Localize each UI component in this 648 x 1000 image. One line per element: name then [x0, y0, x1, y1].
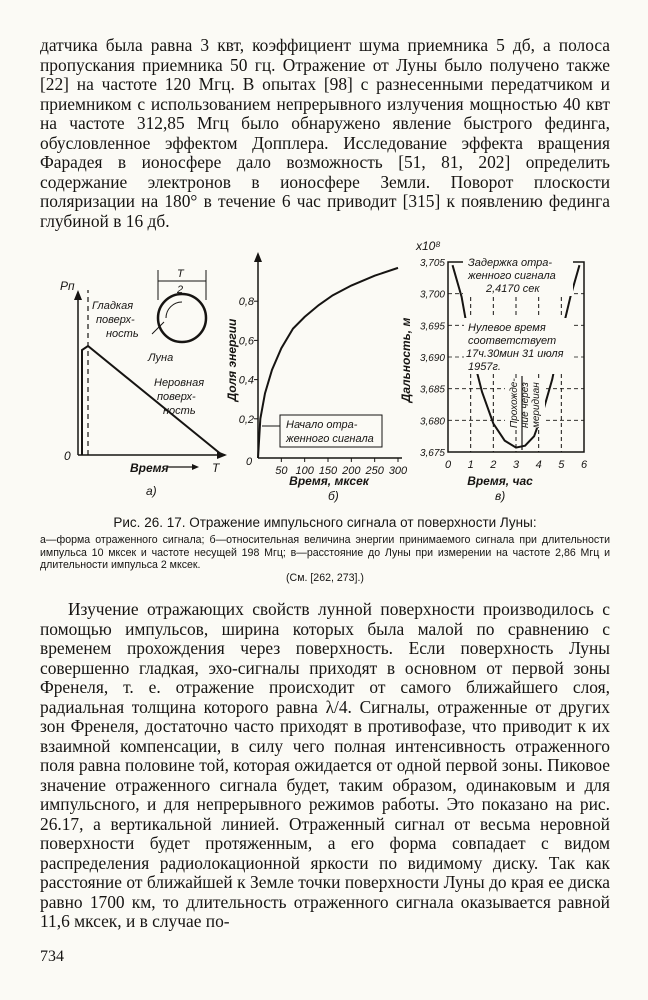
panel-b-xlabel: Время, мксек [289, 474, 369, 488]
panel-b-ytick-label: 0,6 [238, 335, 254, 348]
panel-b-xtick-label: 300 [388, 465, 408, 477]
svg-text:Неровная: Неровная [154, 377, 205, 389]
panel-b-origin: 0 [246, 456, 253, 468]
svg-text:поверх-: поверх- [157, 391, 196, 403]
panel-c-ytick-label: 3,695 [419, 321, 445, 333]
svg-text:17ч.30мин 31 июля: 17ч.30мин 31 июля [466, 348, 564, 360]
panel-a-y-arrow [74, 290, 82, 300]
svg-text:1957г.: 1957г. [468, 361, 501, 373]
svg-text:2,4170 сек: 2,4170 сек [486, 283, 540, 295]
svg-text:Гладкая: Гладкая [92, 300, 134, 312]
panel-c-ytick-label: 3,705 [419, 258, 445, 269]
svg-text:T: T [177, 268, 184, 280]
panel-c-xtick-label: 6 [580, 459, 588, 471]
svg-text:меридиан: меридиан [531, 382, 542, 428]
svg-text:поверх-: поверх- [96, 314, 135, 326]
svg-text:соответствует: соответствует [468, 335, 557, 347]
paragraph-top: датчика была равна 3 квт, коэффициент шума приемника 5 дб, а полоса пропускания приемника 50 гц. Отражение от Луны было получено также [22] на частоте 120 Мгц. В опытах [98] с разнесенными передатчиком и приемником с использованием непрерывного излучения мощностью 40 квт на частоте 312,85 Мгц было обнаружено явление быстрого фединга, обусловленное эффектом Допплера. Исследование эффекта вращения Фарадея в ионосфере дало возможность [51, 81, 202] определить содержание электронов в ионосфере Земли. Поворот плоскости поляризации на 180° в течение 6 час приводит [315] к появлению фединга глубиной в 16 дб. [40, 35, 610, 231]
panel-b-xtick-label: 150 [318, 465, 338, 477]
panel-c-xtick-label: 2 [490, 459, 497, 471]
panel-b-xtick-label: 250 [365, 465, 384, 477]
panel-c-ylabel: Дальность, м [399, 317, 413, 403]
panel-c-xtick-label: 4 [535, 459, 542, 471]
svg-text:ность: ность [163, 405, 196, 417]
panel-b-ytick-label: 0,4 [238, 374, 254, 387]
panel-c-label: в) [495, 489, 506, 503]
panel-b [225, 252, 408, 503]
svg-text:Задержка отра-: Задержка отра- [468, 257, 553, 269]
panel-c-xtick-label: 0 [444, 459, 452, 471]
svg-text:Начало отра-: Начало отра- [286, 419, 358, 431]
figure-caption-ref: (См. [262, 273].) [286, 571, 364, 584]
svg-text:Прохожде-: Прохожде- [509, 378, 520, 428]
panel-b-xtick-label: 100 [295, 465, 314, 477]
svg-text:ность: ность [106, 328, 139, 340]
panel-a-label: а) [146, 484, 157, 498]
panel-b-xtick-label: 200 [342, 465, 361, 477]
moon-circle [158, 294, 206, 342]
panel-c-xtick-label: 3 [512, 459, 520, 471]
panel-c [399, 239, 588, 503]
svg-text:женного сигнала: женного сигнала [286, 433, 374, 445]
figure-caption-body [40, 534, 610, 584]
figure-caption-text: а—форма отраженного сигнала; б—относительная величина энергии принимаемого сигнала при длительности импульса 10 мксек и частоте несущей 198 Мгц; в—расстояние до Луны при измерении на частоте 2,86 Мгц и длительности импульса 2 мксек. [40, 534, 610, 572]
panel-c-xtick-label: 5 [558, 459, 565, 471]
panel-c-ytick-label: 3,680 [419, 416, 445, 428]
paragraph-bottom: Изучение отражающих свойств лунной поверхности производилось с помощью импульсов, ширина которых была малой по сравнению с временем прохождения через поверхность. Если поверхность Луны совершенно гладкая, эхо-сигналы приходят в основном от первой зоны Френеля, т. е. отражение происходит от самого ближайшего слоя, радиальная толщина которого равна λ/4. Сигналы, отраженные от других зон Френеля, достаточно часто приходят в противофазе, что приводит к их взаимной компенсации, в силу чего полная интенсивность отраженного поля равна половине той, которая ожидается от одной первой зоны. Пиковое значение отраженного сигнала будет, таким образом, одинаковым и для импульсного, и для непрерывного режимов работы. Это показано на рис. 26.17, а вертикальной линией. Отраженный сигнал от весьма неровной поверхности будет протяженным, а его форма совпадает с видом распределения радиолокационной яркости по видимому диску. Так как расстояние от ближайшей к Земле точки поверхности Луны до края ее диска равно 1700 км, то длительность отраженного сигнала оказывается равной 11,6 мксек, и в случае по- [40, 599, 610, 931]
panel-b-ylabel: Доля энергии [225, 318, 239, 402]
page-number: 734 [40, 948, 64, 965]
panel-c-ytick-label: 3,675 [419, 448, 445, 459]
panel-c-xtick-label: 1 [467, 459, 474, 471]
panel-b-xtick-label: 50 [275, 465, 288, 477]
panel-b-ytick-label: 0,2 [238, 413, 254, 426]
svg-text:женного сигнала: женного сигнала [468, 270, 556, 282]
panel-c-ytick-label: 3,700 [419, 289, 445, 301]
panel-c-ytick-label: 3,685 [419, 384, 445, 396]
svg-text:Луна: Луна [148, 352, 174, 364]
panel-c-ytick-label: 3,690 [419, 353, 445, 364]
panel-c-xlabel: Время, час [467, 474, 533, 488]
svg-text:Нулевое время: Нулевое время [468, 322, 546, 334]
panel-a-x-label: Время [130, 461, 169, 475]
svg-text:2: 2 [177, 284, 184, 296]
panel-b-ytick-label: 0,8 [238, 296, 254, 309]
panel-a-y-label: Pп [60, 279, 75, 293]
svg-text:ние через: ние через [520, 382, 531, 428]
panel-b-label: б) [328, 489, 339, 503]
panel-a-origin: 0 [64, 449, 71, 463]
panel-a-x-end: T [212, 461, 220, 475]
figure-caption-title: Рис. 26. 17. Отражение импульсного сигнала от поверхности Луны: [113, 515, 537, 530]
panel-c-multiplier: x10⁸ [416, 239, 441, 253]
panel-a [60, 268, 227, 498]
